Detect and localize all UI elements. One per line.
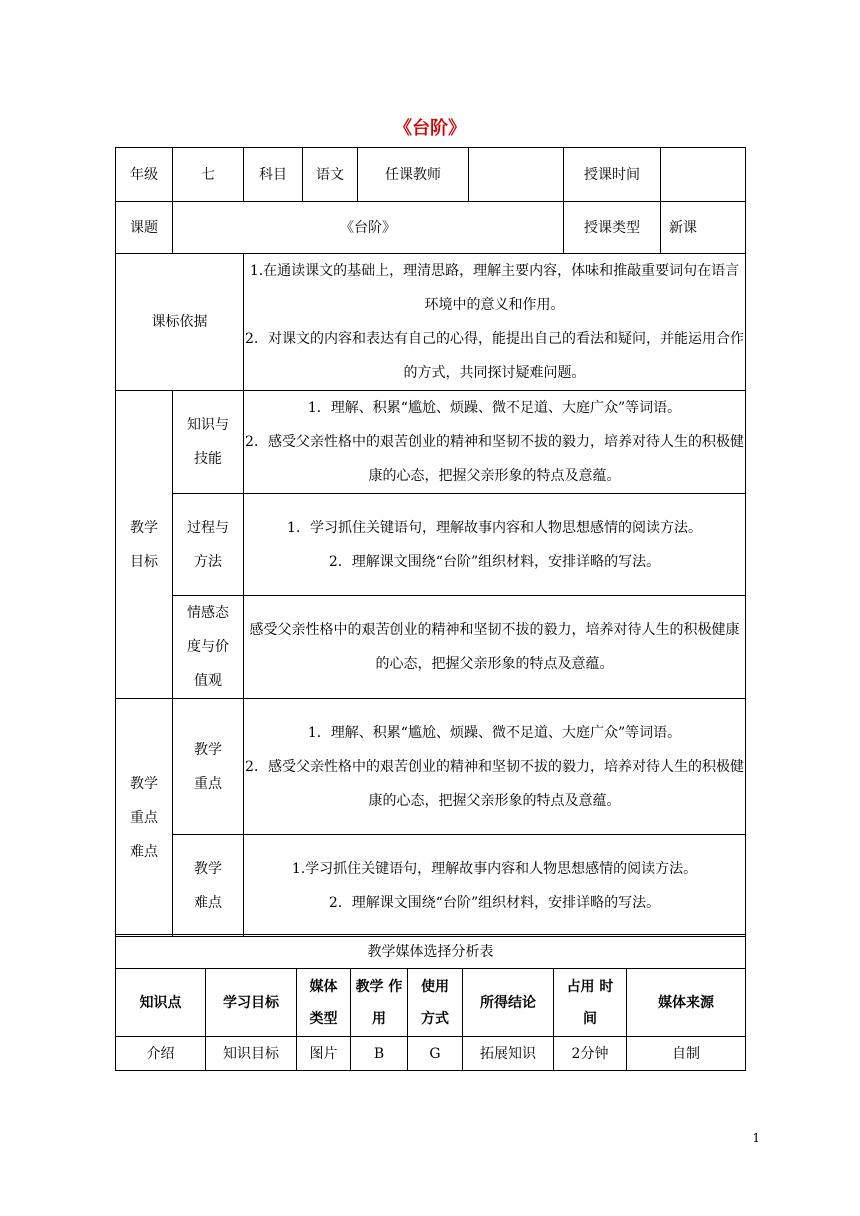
goal-knowledge-row	[116, 391, 746, 494]
basis-content	[244, 254, 746, 391]
knowledge-label-line-2: 技能	[194, 451, 222, 467]
header-use-line-2: 方式	[421, 1010, 449, 1027]
knowledge-content	[244, 391, 746, 494]
type-value: 新课	[661, 202, 746, 254]
emotion-paragraph-1: 感受父亲性格中的艰苦创业的精神和坚韧不拔的毅力，培养对待人生的积极健康的心态，把握父亲形象的特点及意蕴。	[249, 622, 740, 672]
cell-type: 图片	[297, 1037, 351, 1071]
keys-label-line-1: 教学	[130, 775, 158, 792]
basis-label: 课标依据	[116, 254, 244, 391]
basis-row	[116, 254, 746, 391]
teacher-label: 任课教师	[358, 148, 469, 202]
process-label	[173, 494, 244, 596]
page-title: 《台阶》	[394, 118, 466, 139]
goal-process-row	[116, 494, 746, 596]
difficulty-label-line-1: 教学	[194, 860, 222, 877]
difficulty-content	[244, 835, 746, 937]
emotion-label-line-2: 度与价	[187, 639, 229, 655]
topic-row	[116, 202, 746, 254]
media-data-row	[116, 1037, 746, 1071]
goal-emotion-row	[116, 596, 746, 699]
media-header-row	[116, 969, 746, 1037]
teacher-value	[469, 148, 564, 202]
emotion-label-line-3: 值观	[194, 673, 222, 689]
header-time-line-2: 间	[583, 1010, 597, 1027]
header-use	[408, 969, 463, 1037]
knowledge-label-line-1: 知识与	[187, 417, 229, 433]
header-use-line-1: 使用	[421, 978, 449, 995]
header-time	[554, 969, 627, 1037]
subject-label: 科目	[244, 148, 303, 202]
process-label-line-2: 方法	[194, 553, 222, 570]
knowledge-paragraph-2: 2．感受父亲性格中的艰苦创业的精神和坚韧不拔的毅力，培养对待人生的积极健康的心态，把握父亲形象的特点及意蕴。	[245, 434, 744, 484]
info-row	[116, 148, 746, 202]
goals-label-line-2: 目标	[130, 553, 158, 570]
difficulty-paragraph-2: 2．理解课文围绕“台阶”组织材料，安排详略的写法。	[328, 894, 661, 911]
grade-value: 七	[173, 148, 244, 202]
cell-time: 2分钟	[554, 1037, 627, 1071]
focus-row	[116, 699, 746, 835]
difficulty-label	[173, 835, 244, 937]
knowledge-paragraph-1: 1．理解、积累“尴尬、烦躁、微不足道、大庭广众”等词语。	[307, 400, 682, 416]
media-analysis-table	[115, 934, 746, 1071]
process-paragraph-2: 2．理解课文围绕“台阶”组织材料，安排详略的写法。	[328, 553, 661, 570]
header-role	[351, 969, 408, 1037]
header-source: 媒体来源	[627, 969, 746, 1037]
cell-source: 自制	[627, 1037, 746, 1071]
goals-label	[116, 391, 173, 699]
time-value	[661, 148, 746, 202]
basis-paragraph-2: 2．对课文的内容和表达有自己的心得，能提出自己的看法和疑问，并能运用合作的方式，共同探讨疑难问题。	[245, 331, 744, 381]
focus-content	[244, 699, 746, 835]
focus-label-line-2: 重点	[194, 775, 222, 792]
emotion-label	[173, 596, 244, 699]
cell-goal: 知识目标	[206, 1037, 297, 1071]
header-goal: 学习目标	[206, 969, 297, 1037]
difficulty-row	[116, 835, 746, 937]
focus-label-line-1: 教学	[194, 741, 222, 758]
difficulty-label-line-2: 难点	[194, 894, 222, 911]
header-time-line-1: 占用 时	[566, 978, 614, 995]
focus-paragraph-2: 2．感受父亲性格中的艰苦创业的精神和坚韧不拔的毅力，培养对待人生的积极健康的心态，把握父亲形象的特点及意蕴。	[245, 758, 744, 809]
media-caption-row	[116, 935, 746, 969]
header-point: 知识点	[116, 969, 206, 1037]
emotion-content	[244, 596, 746, 699]
cell-point: 介绍	[116, 1037, 206, 1071]
basis-paragraph-1: 1.在通读课文的基础上，理清思路，理解主要内容，体味和推敲重要词句在语言环境中的意义和作用。	[249, 263, 740, 313]
topic-value: 《台阶》	[173, 202, 564, 254]
type-label: 授课类型	[564, 202, 661, 254]
lesson-plan-table	[115, 147, 746, 937]
header-role-line-2: 用	[372, 1010, 386, 1027]
knowledge-label	[173, 391, 244, 494]
focus-label	[173, 699, 244, 835]
media-caption: 教学媒体选择分析表	[116, 935, 746, 969]
keys-label-line-3: 难点	[130, 843, 158, 860]
goals-label-line-1: 教学	[130, 519, 158, 536]
header-type-line-1: 媒体	[309, 978, 338, 995]
difficulty-paragraph-1: 1.学习抓住关键语句，理解故事内容和人物思想感情的阅读方法。	[291, 860, 698, 877]
topic-label: 课题	[116, 202, 173, 254]
keys-label-line-2: 重点	[130, 809, 158, 826]
process-label-line-1: 过程与	[187, 519, 229, 536]
cell-role: B	[351, 1037, 408, 1071]
subject-value: 语文	[303, 148, 358, 202]
grade-label: 年级	[116, 148, 173, 202]
focus-paragraph-1: 1．理解、积累“尴尬、烦躁、微不足道、大庭广众”等词语。	[307, 724, 682, 741]
page-number: 1	[752, 1131, 760, 1145]
header-result: 所得结论	[463, 969, 554, 1037]
header-type-line-2: 类型	[309, 1010, 338, 1027]
header-role-line-1: 教学 作	[355, 978, 403, 995]
cell-use: G	[408, 1037, 463, 1071]
cell-result: 拓展知识	[463, 1037, 554, 1071]
header-type	[297, 969, 351, 1037]
keys-label	[116, 699, 173, 937]
time-label: 授课时间	[564, 148, 661, 202]
process-paragraph-1: 1．学习抓住关键语句，理解故事内容和人物思想感情的阅读方法。	[287, 519, 702, 536]
process-content	[244, 494, 746, 596]
emotion-label-line-1: 情感态	[187, 605, 229, 621]
